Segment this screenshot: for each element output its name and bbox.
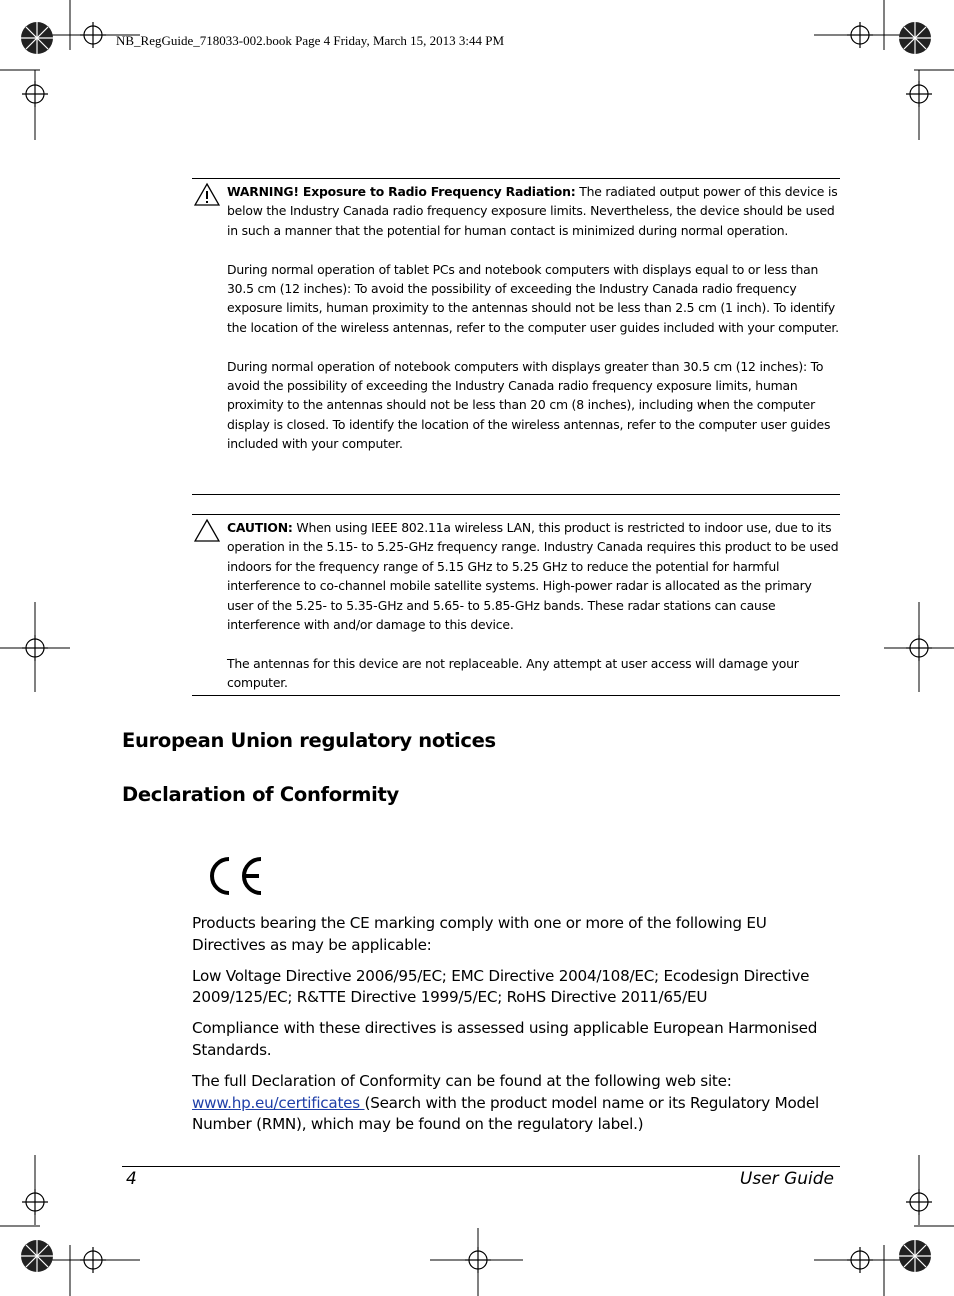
warning-lead-text: The radiated output power of this device is below the Industry Canada radio frequency exposure limits. Nevertheless, the device should be used in such a manner that the potential for human contact is minimized during normal operation.: [227, 184, 838, 238]
caution-paragraph-2: The antennas for this device are not replaceable. Any attempt at user access will damage your computer.: [227, 655, 799, 691]
ce-mark-logo: [205, 855, 265, 897]
warning-paragraph-2: During normal operation of tablet PCs and notebook computers with displays equal to or less than 30.5 cm (12 inches): To avoid the possibility of exceeding the Industry Canada radio frequency exposure limits, human proximity to the antennas should not be less than 2.5 cm (1 inch). To identify the location of the wireless antennas, refer to the computer user guides included with your computer.: [227, 261, 839, 335]
footer-guide-title: User Guide: [739, 1169, 834, 1189]
warning-paragraph-3: During normal operation of notebook computers with displays greater than 30.5 cm (12 inches): To avoid the possibility of exceeding the Industry Canada radio frequency exposure limits, human proximity to the antennas should not be less than 20 cm (8 inches), including when the computer display is closed. To identify the location of the wireless antennas, refer to the computer user guides included with your computer.: [227, 358, 831, 452]
caution-notice: [192, 514, 840, 696]
full-declaration-lead: The full Declaration of Conformity can be found at the following web site:: [192, 1072, 732, 1091]
full-declaration-tail: (Search with the product model name or its Regulatory Model Number (RMN), which may be found on the regulatory label.): [192, 1093, 819, 1134]
declaration-content: [192, 913, 842, 1145]
full-declaration-paragraph: [192, 1071, 842, 1136]
caution-label: CAUTION:: [227, 520, 293, 535]
caution-paragraph-1: [227, 518, 840, 634]
compliance-paragraph: Compliance with these directives is assessed using applicable European Harmonised Standards.: [192, 1019, 818, 1059]
caution-triangle-icon: [194, 518, 220, 542]
eu-regulatory-heading: European Union regulatory notices: [122, 729, 496, 752]
ce-marking-paragraph: Products bearing the CE marking comply with one or more of the following EU Directives as may be applicable:: [192, 914, 767, 954]
warning-label: WARNING! Exposure to Radio Frequency Radiation:: [227, 184, 576, 199]
warning-paragraph-1: [227, 182, 840, 240]
warning-notice: [192, 178, 840, 495]
certificates-link[interactable]: www.hp.eu/certificates: [192, 1093, 365, 1112]
footer-divider: [122, 1166, 840, 1167]
page-number: 4: [126, 1169, 137, 1189]
directives-paragraph: Low Voltage Directive 2006/95/EC; EMC Directive 2004/108/EC; Ecodesign Directive 2009/125/EC; R&TTE Directive 1999/5/EC; RoHS Directive 2011/65/EU: [192, 966, 810, 1007]
caution-lead-text: When using IEEE 802.11a wireless LAN, this product is restricted to indoor use, due to its operation in the 5.15- to 5.25-GHz frequency range. Industry Canada requires this product to be used indoors for the frequency range of 5.15 GHz to 5.25 GHz to reduce the potential for harmful interference to co-channel mobile satellite systems. High-power radar is allocated as the primary user of the 5.25- to 5.35-GHz and 5.65- to 5.85-GHz bands. These radar stations can cause interference with and/or damage to this device.: [227, 520, 839, 633]
file-info-header: NB_RegGuide_718033-002.book Page 4 Friday, March 15, 2013 3:44 PM: [116, 33, 505, 48]
warning-triangle-icon: [194, 182, 220, 206]
declaration-of-conformity-heading: Declaration of Conformity: [122, 783, 399, 806]
